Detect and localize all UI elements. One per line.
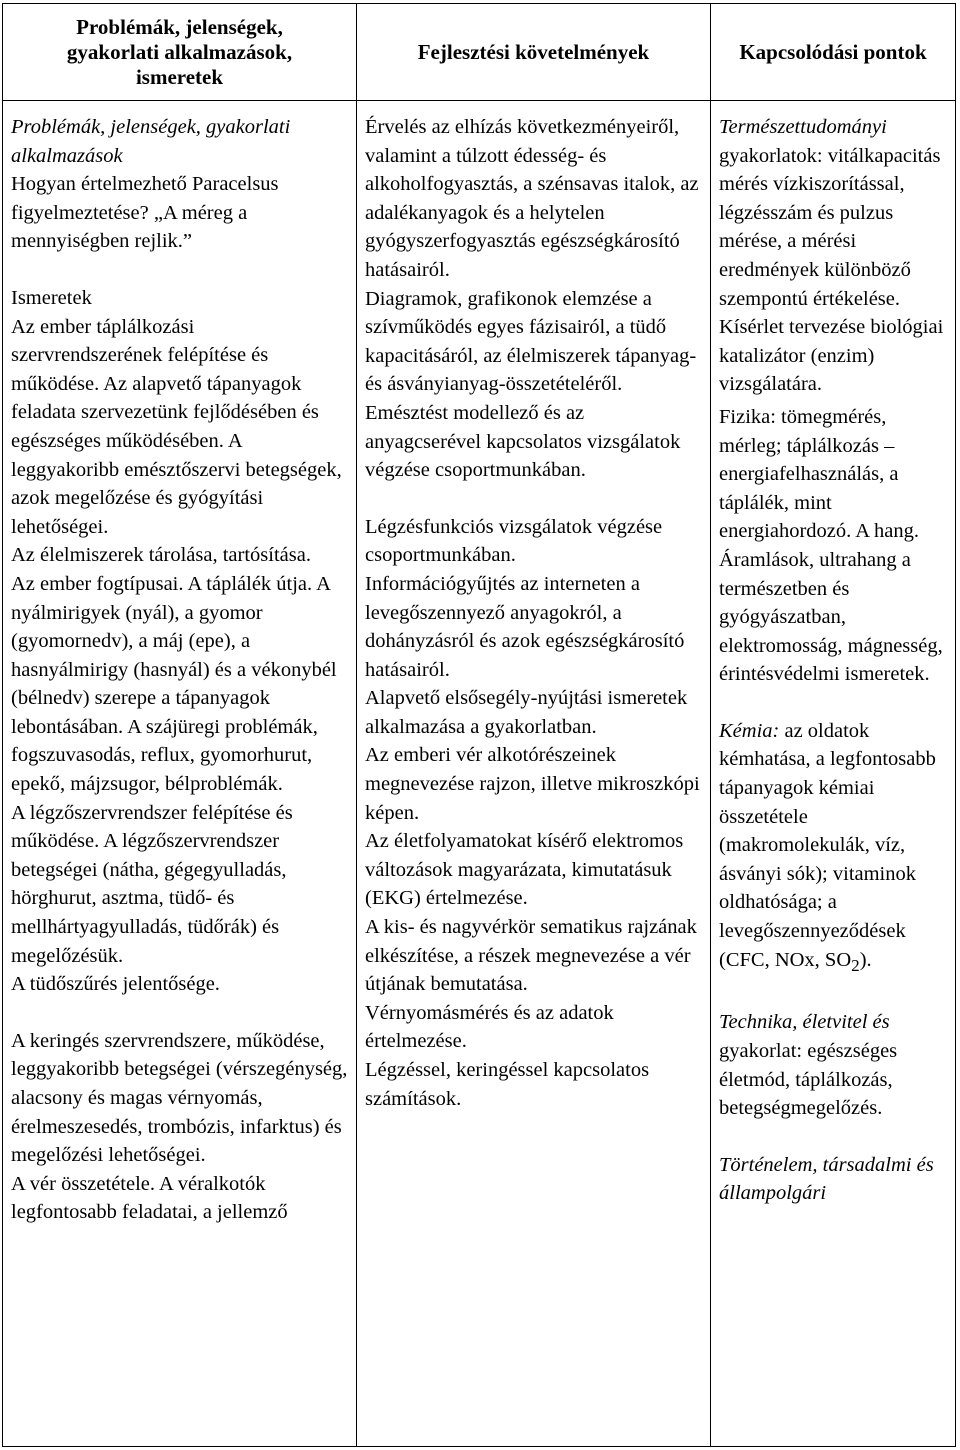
conn-technology [719, 1008, 949, 1122]
knowledge-paragraph [11, 284, 350, 541]
curriculum-table [2, 3, 956, 1447]
problems-subheading: Problémák, jelenségek, gyakorlati alkalmazások [11, 116, 291, 167]
req-info-gathering: Információgyűjtés az interneten a levegőszennyező anyagokról, a dohányzásról és azok egészségkárosító hatásairól. [365, 572, 685, 681]
connections-cell [711, 101, 956, 1447]
req-digestion-model: Emésztést modellező és az anyagcserével kapcsolatos vizsgálatok végzése csoportmunkában. [365, 401, 681, 482]
header-requirements-label: Fejlesztési követelmények [417, 39, 650, 64]
conn-technology-label: Technika, életvitel és [719, 1011, 890, 1034]
content-row [3, 101, 956, 1447]
conn-history-label: Történelem, társadalmi és állampolgári [719, 1153, 934, 1205]
header-problems [3, 4, 357, 101]
problems-cell [3, 101, 357, 1447]
conn-chemistry-text: az oldatok kémhatása, a legfontosabb tápanyagok kémiai összetétele (makromolekulák, víz, ásványi sók); vitaminok oldhatósága; a levegőszennyeződések (CFC, NOx, SO [719, 719, 936, 971]
header-connections [711, 4, 956, 101]
conn-science-text: gyakorlatok: vitálkapacitás mérés vízkiszorítással, légzésszám és pulzus mérése, a mérési eredmények különböző szempontú értékelése. Kísérlet tervezése biológiai katalizátor (enzim) vizsgálatára. [719, 144, 944, 396]
conn-chemistry-subscript: 2 [851, 955, 860, 975]
header-problems-line-3: ismeretek [135, 64, 224, 89]
lung-screening-text: A tüdőszűrés jelentősége. [11, 973, 220, 996]
conn-technology-text: gyakorlat: egészséges életmód, táplálkozás, betegségmegelőzés. [719, 1039, 898, 1120]
req-respiratory-tests: Légzésfunkciós vizsgálatok végzése csoportmunkában. [365, 515, 663, 567]
req-calculations: Légzéssel, keringéssel kapcsolatos számítások. [365, 1059, 650, 1110]
conn-physics: Fizika: tömegmérés, mérleg; táplálkozás – energiafelhasználás, a táplálék, mint energiahordozó. A hang. Áramlások, ultrahang a természetben és gyógyászatban, elektromosság, mágnesség, érintésvédelmi ismeretek. [719, 405, 943, 686]
conn-chemistry-label: Kémia: [719, 719, 780, 742]
header-problems-line-2: gyakorlati alkalmazások, [66, 39, 293, 64]
req-blood-components: Az emberi vér alkotórészeinek megnevezése rajzon, illetve mikroszkópi képen. [365, 744, 700, 824]
header-problems-line-1: Problémák, jelenségek, [76, 14, 283, 39]
req-ekg: Az életfolyamatokat kísérő elektromos változások magyarázata, kimutatásuk (EKG) értelmezése. [365, 830, 684, 910]
header-connections-label: Kapcsolódási pontok [739, 39, 927, 64]
req-circulation-drawing: A kis- és nagyvérkör sematikus rajzának elkészítése, a részek megnevezése a vér útjának bemutatása. [365, 916, 697, 996]
req-blood-pressure: Vérnyomásmérés és az adatok értelmezése. [365, 1001, 614, 1053]
req-first-aid: Alapvető elsősegély-nyújtási ismeretek alkalmazása a gyakorlatban. [365, 687, 688, 738]
paracelsus-question: Hogyan értelmezhető Paracelsus figyelmeztetése? „A méreg a mennyiségben rejlik.” [11, 173, 279, 253]
blood-composition-text: A vér összetétele. A véralkotók legfontosabb feladatai, a jellemző [11, 1172, 288, 1224]
conn-science-label: Természettudományi [719, 116, 887, 138]
problems-paragraph [11, 113, 350, 256]
conn-chemistry [719, 717, 949, 980]
header-requirements [357, 4, 711, 101]
conn-chemistry-end: ). [859, 948, 872, 971]
respiratory-text: A légzőszervrendszer felépítése és működése. A légzőszervrendszer betegségei (nátha, gégegyulladás, hörghurut, asztma, tüdő- és mellhártyagyulladás, tüdőrák) és megelőzésük. [11, 801, 293, 967]
conn-history [719, 1151, 949, 1208]
req-diagram-analysis: Diagramok, grafikonok elemzése a szívműködés egyes fázisairól, a tüdő kapacitásáról, az élelmiszerek tápanyag- és ásványianyag-összetételéről. [365, 287, 697, 396]
circulation-text: A keringés szervrendszere, működése, leggyakoribb betegségei (vérszegénység, alacsony és magas vérnyomás, érelmeszesedés, trombózis, infarktus) és megelőzési lehetőségei. [11, 1029, 348, 1167]
digestive-system-text: Az ember táplálkozási szervrendszerének felépítése és működése. Az alapvető tápanyagok feladata szervezetünk fejlődésében és egészséges működésében. A leggyakoribb emésztőszervi betegségek, azok megelőzése és gyógyítási lehetőségei. [11, 315, 342, 538]
conn-science [719, 113, 949, 399]
requirements-cell [357, 101, 711, 1447]
teeth-digestion-text: Az ember fogtípusai. A táplálék útja. A nyálmirigyek (nyál), a gyomor (gyomornedv), a máj (epe), a hasnyálmirigy (hasnyál) és a vékonybél (bélnedv) szerepe a tápanyagok lebontásában. A szájüregi problémák, fogszuvasodás, reflux, gyomorhurut, epekő, májzsugor, bélproblémák. [11, 572, 337, 796]
header-row [3, 4, 956, 101]
food-storage-text: Az élelmiszerek tárolása, tartósítása. [11, 544, 311, 567]
req-obesity-argument: Érvelés az elhízás következményeiről, valamint a túlzott édesség- és alkoholfogyasztás, a szénsavas italok, az adalékanyagok és a helytelen gyógyszerfogyasztás egészségkárosító hatásairól. [365, 116, 699, 281]
knowledge-heading: Ismeretek [11, 286, 92, 309]
